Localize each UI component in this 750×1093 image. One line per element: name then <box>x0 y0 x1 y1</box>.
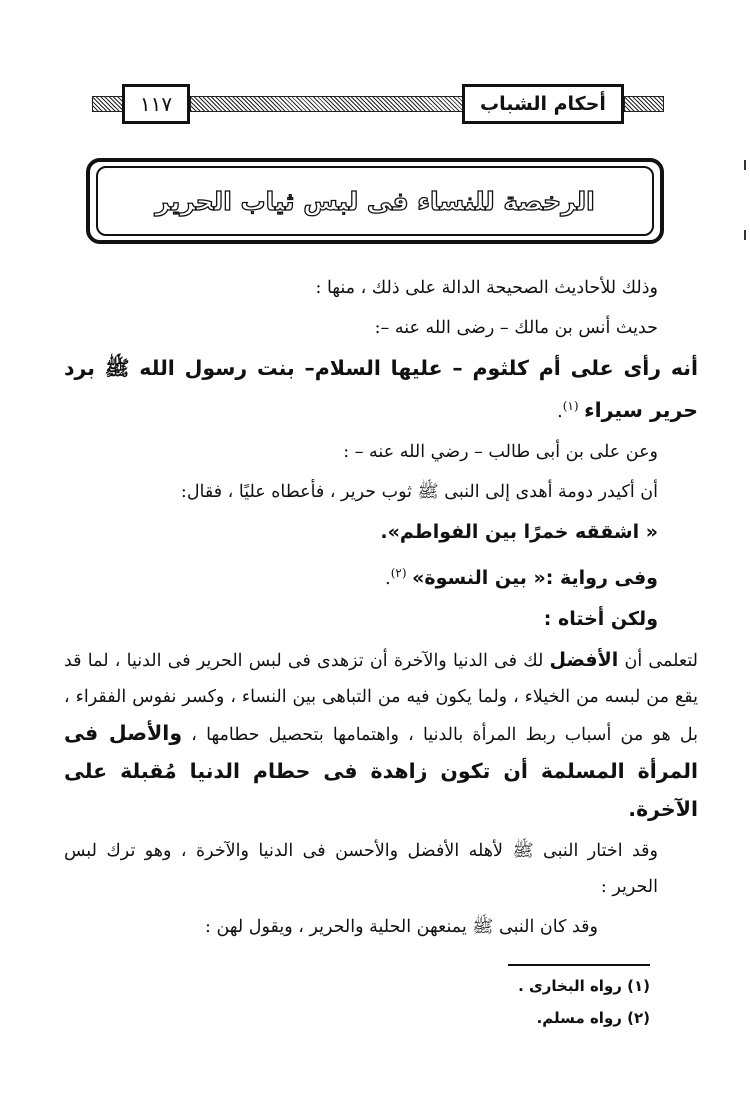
advice-emphasis: الأفضل <box>549 648 619 671</box>
footnote-divider <box>508 964 650 966</box>
paragraph-hadith-anas-intro: حديث أنس بن مالك – رضى الله عنه –: <box>374 318 658 338</box>
footnote-ref-1: (١) <box>562 399 579 413</box>
hadith-anas-text: أنه رأى على أم كلثوم – عليها السلام– بنت رسول الله ﷺ برد حرير سيراء <box>64 356 698 422</box>
sister-heading: ولكن أختاه : <box>543 607 658 630</box>
paragraph-hadith-ali: أن أكيدر دومة أهدى إلى النبى ﷺ ثوب حرير ، فأعطاه عليًا ، فقال: <box>180 481 658 502</box>
footnote-ref-2: (٢) <box>390 565 407 580</box>
paragraph-prophet-prevent: وقد كان النبى ﷺ يمنعهن الحلية والحرير ، ويقول لهن : <box>205 916 598 937</box>
paragraph-sister <box>64 601 698 638</box>
footnote-2: (٢) رواه مسلم. <box>536 1009 650 1027</box>
section-title: الرخصة للنساء فى لبس ثياب الحرير <box>155 186 595 216</box>
paragraph-advice <box>64 642 698 829</box>
hadith-ali-quote-text: « اشققه خمرًا بين الفواطم». <box>380 520 658 543</box>
header-ornament-middle <box>190 96 464 112</box>
footnotes <box>420 970 650 1034</box>
paragraph-hadith-ali-intro: وعن على بن أبى طالب – رضي الله عنه – : <box>343 441 658 462</box>
paragraph-hadith-ali-quote <box>64 514 698 551</box>
header-ornament-left <box>92 96 124 112</box>
paragraph-intro: وذلك للأحاديث الصحيحة الدالة على ذلك ، منها : <box>315 278 658 298</box>
title-frame-inner <box>96 166 654 236</box>
narration-text: وفى رواية :« بين النسوة» <box>412 566 658 589</box>
advice-text-c: لك فى الدنيا والآخرة أن تزهدى فى لبس الحرير فى الدنيا ، لما قد يقع من لبسه من الخيلاء ، ولما يكون فيه من التباهى بين النساء ، وكسر نفوس الفقراء ، بل هو من أسباب ربط المرأة بالدنيا ، واهتمامها بتحصيل حطامها ، <box>64 650 698 745</box>
footnote-1: (١) رواه البخارى . <box>518 977 650 995</box>
advice-text-a: لتعلمى أن <box>618 650 698 671</box>
page-number: ١١٧ <box>122 84 190 124</box>
body-text <box>64 270 698 949</box>
running-title: أحكام الشباب <box>462 84 624 124</box>
paragraph-hadith-anas: أنه رأى على أم كلثوم – عليها السلام– بنت رسول الله ﷺ برد حرير سيراء $^{(١)}$. <box>64 356 698 422</box>
edge-mark <box>744 160 746 170</box>
header-ornament-right <box>624 96 664 112</box>
advice-principle: والأصل فى المرأة المسلمة أن تكون زاهدة فى حطام الدنيا مُقبلة على الآخرة. <box>64 720 698 821</box>
edge-mark <box>744 230 746 240</box>
paragraph-narration: وفى رواية :« بين النسوة» $^{(٢)}$. <box>385 565 658 589</box>
paragraph-prophet-choice: وقد اختار النبى ﷺ لأهله الأفضل والأحسن فى الدنيا والآخرة ، وهو ترك لبس الحرير : <box>64 840 658 897</box>
